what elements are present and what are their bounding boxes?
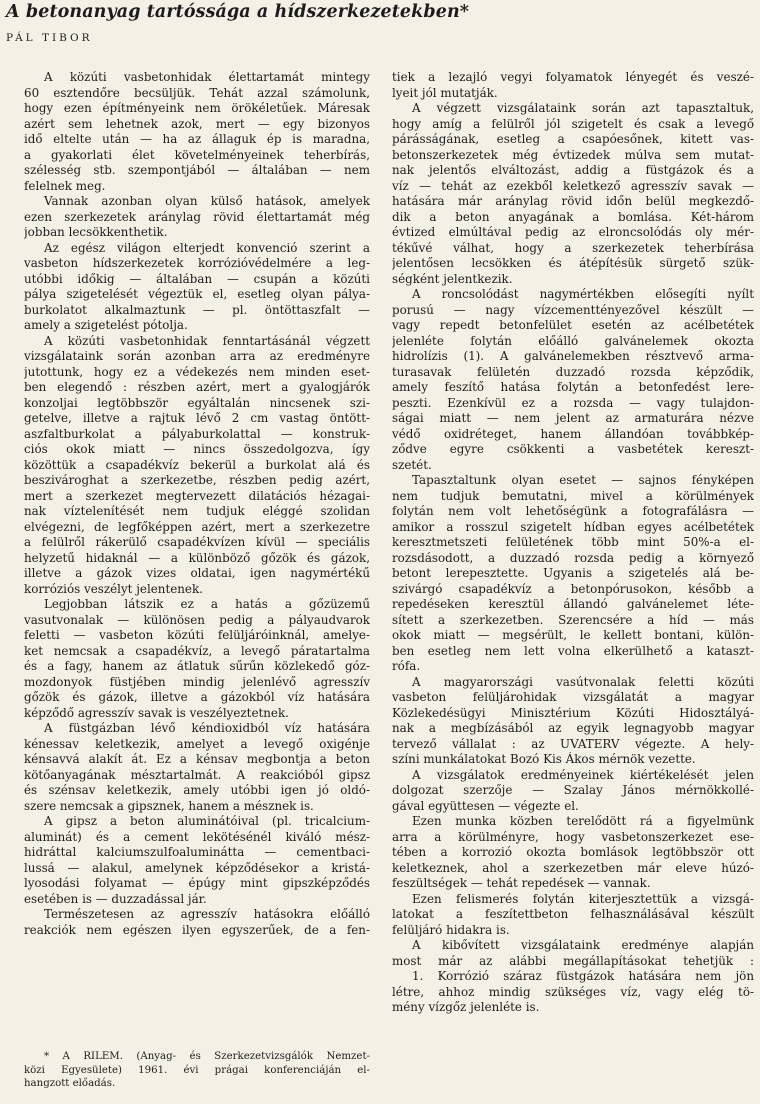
text-line: korróziós veszélyt jelentenek.: [24, 581, 203, 596]
text-line: A vizsgálatok eredményeinek kiértékelését jelen: [412, 767, 754, 782]
footnote: [24, 1050, 370, 1091]
text-line: okok miatt — megsérült, le kellett bontani, külön-: [392, 628, 754, 642]
text-line: gőzök és gázok, illetve a gázokból víz hatására: [24, 690, 370, 704]
text-line: burkolatot alkalmaztunk — pl. öntöttaszfalt —: [24, 302, 370, 317]
text-line: repedéseken keresztül állandó galvánelemet léte-: [392, 597, 754, 611]
text-line: hidrolízis (1). A galvánelemekben résztvevő arma-: [392, 349, 754, 363]
text-line: jelenléte folytán előálló galvánelemek okozta: [392, 333, 754, 348]
text-line: beszivároghat a szerkezetbe, részben pedig azért,: [24, 473, 370, 487]
text-line: tékűvé válhat, hogy a szerkezetek teherbírása: [392, 240, 754, 255]
left-column: [24, 70, 370, 938]
text-line: aszfaltburkolat a pályaburkolattal — konstruk-: [24, 426, 370, 441]
text-line: getelve, illetve a rajtuk lévő 2 cm vastag öntött-: [24, 411, 370, 425]
right-column: [392, 70, 754, 1016]
text-line: betonszerkezetek még évtizedek múlva sem mutat-: [392, 147, 754, 162]
text-line: a gyakorlati élet követelményeinek teherbírás,: [24, 147, 370, 162]
text-line: elvégezni, de legfőképpen azért, mert a szerkezetre: [24, 519, 370, 534]
text-line: vasutvonalak — különösen pedig a pályaudvarok: [24, 612, 370, 627]
text-line: A magyarországi vasútvonalak feletti közúti: [412, 674, 754, 689]
text-line: peszti. Ezenkívül ez a rozsda — vagy tulajdon-: [392, 395, 754, 410]
text-line: azért sem lehetnek azok, mert — egy bizonyos: [24, 116, 370, 131]
text-line: A kibővített vizsgálataink eredménye alapján: [412, 938, 754, 952]
text-line: hatására már aránylag rövid időn belül megkezdő-: [392, 194, 754, 208]
text-line: lyeit jól mutatják.: [392, 85, 498, 100]
text-line: jobban lecsökkenthetik.: [24, 225, 168, 239]
article-author: PÁL TIBOR: [6, 32, 93, 44]
text-line: ciós okok miatt — nincs összedolgozva, így: [24, 442, 370, 456]
text-line: felelnek meg.: [24, 178, 106, 193]
text-line: ben elegendő : részben azért, mert a gyalogjárók: [24, 380, 370, 394]
text-line: tiek a lezajló vegyi folyamatok lényegét és veszé-: [392, 70, 754, 84]
text-line: tében a korrozió okozta bomlások legtöbbször ott: [392, 845, 754, 859]
text-line: amely a szigetelést pótolja.: [24, 318, 188, 332]
text-line: tervező vállalat : az UVATERV végezte. A hely-: [392, 736, 754, 751]
text-line: hidráttal kalciumszulfoaluminátta — cementbaci-: [24, 845, 370, 859]
text-line: védő oxidréteget, hanem állandóan továbbkép-: [392, 426, 754, 441]
text-line: turasavak felületén duzzadó rozsda képződik,: [392, 364, 754, 379]
text-line: és szénsav keletkezik, amely utóbbi igen jó oldó-: [24, 783, 370, 797]
text-line: ben esetleg nem lett volna elkerülhető a kataszt-: [392, 643, 754, 658]
text-line: mozdonyok füstjében mindig jelenlévő agresszív: [24, 674, 370, 689]
text-line: * A RILEM. (Anyag- és Szerkezetvizsgálók Nemzet-: [44, 1051, 370, 1062]
text-line: gával együttesen — végezte el.: [392, 798, 579, 813]
text-line: létre, ahhoz mindig szükséges víz, vagy elég tö-: [392, 984, 754, 999]
text-line: utóbbi időkig — általában — csupán a közúti: [24, 271, 370, 286]
text-line: kénsavvá alakít át. Ez a kénsav megbontja a beton: [24, 752, 370, 766]
text-line: konzoljai legtöbbször egyáltalán nincsenek szi-: [24, 395, 370, 410]
text-line: dolgozat szerzője — Szalay János mérnökkollé-: [392, 783, 754, 797]
text-line: ződve egyre csökkenti a vasbetétek kereszt-: [392, 442, 754, 456]
text-line: reakciók nem egészen ilyen egyszerűek, de a fen-: [24, 922, 370, 937]
text-line: dik a beton anyagának a bomlása. Két-három: [392, 209, 754, 224]
text-line: szetét.: [392, 457, 432, 472]
text-line: nem tudjuk bemutatni, mivel a körülmények: [392, 488, 754, 503]
text-line: szélesség stb. szempontjából — általában — nem: [24, 163, 370, 177]
text-line: idő eltelte után — ha az állaguk ép is maradna,: [24, 132, 370, 146]
text-line: 60 esztendőre becsüljük. Tehát azzal számolunk,: [24, 85, 370, 100]
text-line: betont lerepesztette. Ugyanis a szigetelés alá be-: [392, 566, 754, 580]
text-line: amikor a rosszul szigetelt hídban egyes acélbetétek: [392, 519, 754, 534]
text-line: nak a megbízásából az egyik legnagyobb magyar: [392, 721, 754, 735]
text-line: A füstgázban lévő kéndioxidból víz hatására: [44, 721, 370, 735]
text-line: ezen szerkezetek aránylag rövid élettartamát még: [24, 209, 370, 224]
text-line: Természetesen az agresszív hatásokra előálló: [44, 907, 370, 921]
text-line: most már az alábbi megállapításokat tehetjük :: [392, 953, 754, 968]
text-line: Közlekedésügyi Minisztérium Közúti Hidosztályá-: [392, 705, 754, 720]
text-line: víz — tehát az ezekből keletkező agresszív savak —: [392, 178, 754, 193]
text-line: ket nemcsak a csapadékvíz, a levegő páratartalma: [24, 643, 370, 658]
text-line: vizsgálataink során azonban arra az eredményre: [24, 349, 370, 363]
text-line: hogy amíg a felülről jól szigetelt és csak a levegő: [392, 116, 754, 131]
text-line: aluminát) és a cement lekötésénél kiváló mész-: [24, 829, 370, 844]
text-line: vasbeton felüljárohidak vizsgálatát a magyar: [392, 690, 754, 704]
text-line: rófa.: [392, 659, 421, 673]
text-line: feletti — vasbeton közúti felüljáróinknál, amelye-: [24, 628, 370, 642]
text-line: vagy repedt betonfelület esetén az acélbetétek: [392, 318, 754, 332]
text-line: arra a körülményre, hogy vasbetonszerkezet ese-: [392, 829, 754, 844]
text-line: és a fagy, hanem az átlatuk sűrűn közlekedő góz-: [24, 659, 370, 673]
text-line: A roncsolódást nagymértékben elősegíti nyílt: [412, 287, 754, 301]
text-line: latokat a feszítettbeton felhasználásával készült: [392, 907, 754, 921]
text-line: mert a szerkezet megtervezett dilatációs hézagai-: [24, 488, 370, 503]
text-line: felüljáró hidakra is.: [392, 922, 510, 937]
text-line: Tapasztaltunk olyan esetet — sajnos fényképen: [412, 473, 754, 487]
text-line: illetve a gázok vizes oldatai, igen nagymértékű: [24, 566, 370, 580]
text-line: kötőanyagának mésztartalmát. A reakcióból gipsz: [24, 767, 370, 782]
text-line: párásságának, esetleg a csapóesőnek, kitett vas-: [392, 132, 754, 146]
text-line: amely feszítő hatása folytán a betonfedést lere-: [392, 380, 754, 394]
text-line: rozsdásodott, a duzzadó rozsda pedig a környező: [392, 550, 754, 565]
text-line: jelentősen lecsökken és átépítésük sürgető szük-: [392, 256, 754, 270]
text-line: szere nemcsak a gipsznek, hanem a mésznek is.: [24, 798, 314, 813]
text-line: hogy ezen építményeink nem örökéletűek. Máresak: [24, 101, 370, 115]
text-line: 1. Korrózió száraz füstgázok hatására nem jön: [412, 969, 754, 983]
text-line: sített a szerkezetben. Szerencsére a híd — más: [392, 612, 754, 627]
text-line: A végzett vizsgálataink során azt tapasztaltuk,: [412, 101, 754, 115]
text-line: közöttük a csapadékvíz bekerül a burkolat alá és: [24, 457, 370, 472]
text-line: vasbeton hídszerkezetek korrózióvédelmére a leg-: [24, 256, 370, 270]
text-line: Az egész világon elterjedt konvenció szerint a: [44, 240, 370, 255]
text-line: A gipsz a beton aluminátóival (pl. tricalcium-: [44, 814, 370, 828]
text-line: színi munkálatokat Bozó Kis Ákos mérnök vezette.: [392, 752, 696, 766]
text-line: évtized elmúltával pedig az elroncsolódás oly mér-: [392, 225, 754, 239]
text-line: nak jelentős elváltozást, addig a füstgázok és a: [392, 163, 754, 177]
text-line: A közúti vasbetonhidak fenntartásánál végzett: [44, 333, 370, 348]
text-line: Ezen munka közben terelődött rá a figyelmünk: [412, 814, 754, 828]
text-line: hangzott előadás.: [24, 1078, 116, 1089]
text-line: Legjobban látszik ez a hatás a gőzüzemű: [44, 597, 370, 611]
text-line: lyosodási folyamat — épúgy mint gipszképződés: [24, 876, 370, 890]
text-line: A közúti vasbetonhidak élettartamát mintegy: [44, 70, 370, 84]
text-line: nak víztelenítését nem tudjuk eléggé szolidan: [24, 504, 370, 518]
text-line: Vannak azonban olyan külső hatások, amelyek: [44, 194, 370, 208]
text-line: mény vízgőz jelenléte is.: [392, 1000, 540, 1014]
text-line: keletkeznek, ahol a szerkezetben már eleve húzó-: [392, 860, 754, 875]
text-line: feszültségek — tehát repedések — vannak.: [392, 876, 651, 890]
text-line: helyzetű hidaknál — a különböző gőzök és gázok,: [24, 550, 370, 565]
text-line: jutottunk, hogy ez a védekezés nem minden eset-: [24, 364, 370, 379]
text-line: kénessav keletkezik, amelyet a levegő oxigénje: [24, 736, 370, 751]
text-line: porusú — nagy vízcementtényezővel készült —: [392, 302, 754, 317]
text-line: esetében is — duzzadással jár.: [24, 891, 207, 906]
text-line: szivárgó csapadékvíz a betonpórusokon, később a: [392, 581, 754, 596]
text-line: ségként jelentkezik.: [392, 271, 513, 286]
text-line: keresztmetszeti felületének több mint 50%-a el-: [392, 535, 754, 549]
text-line: Ezen felismerés folytán kiterjesztettük a vizsgá-: [412, 891, 754, 906]
text-line: a felülről rákerülő csapadékvízen kívül — speciális: [24, 535, 370, 549]
text-line: ságai miatt — nem jelent az armaturára nézve: [392, 411, 754, 425]
text-line: képződő agresszív savak is veszélyeztetnek.: [24, 705, 289, 720]
text-line: folytán nem volt lehetőségünk a fotografálásra —: [392, 504, 754, 518]
text-line: pálya szigetelését végeztük el, esetleg olyan pálya-: [24, 287, 370, 301]
text-line: közi Egyesülete) 1961. évi prágai konferenciáján el-: [24, 1064, 370, 1076]
article-title: A betonanyag tartóssága a hídszerkezetekben*: [6, 2, 470, 22]
text-line: lussá — alakul, amelynek képződésekor a kristá-: [24, 860, 370, 875]
